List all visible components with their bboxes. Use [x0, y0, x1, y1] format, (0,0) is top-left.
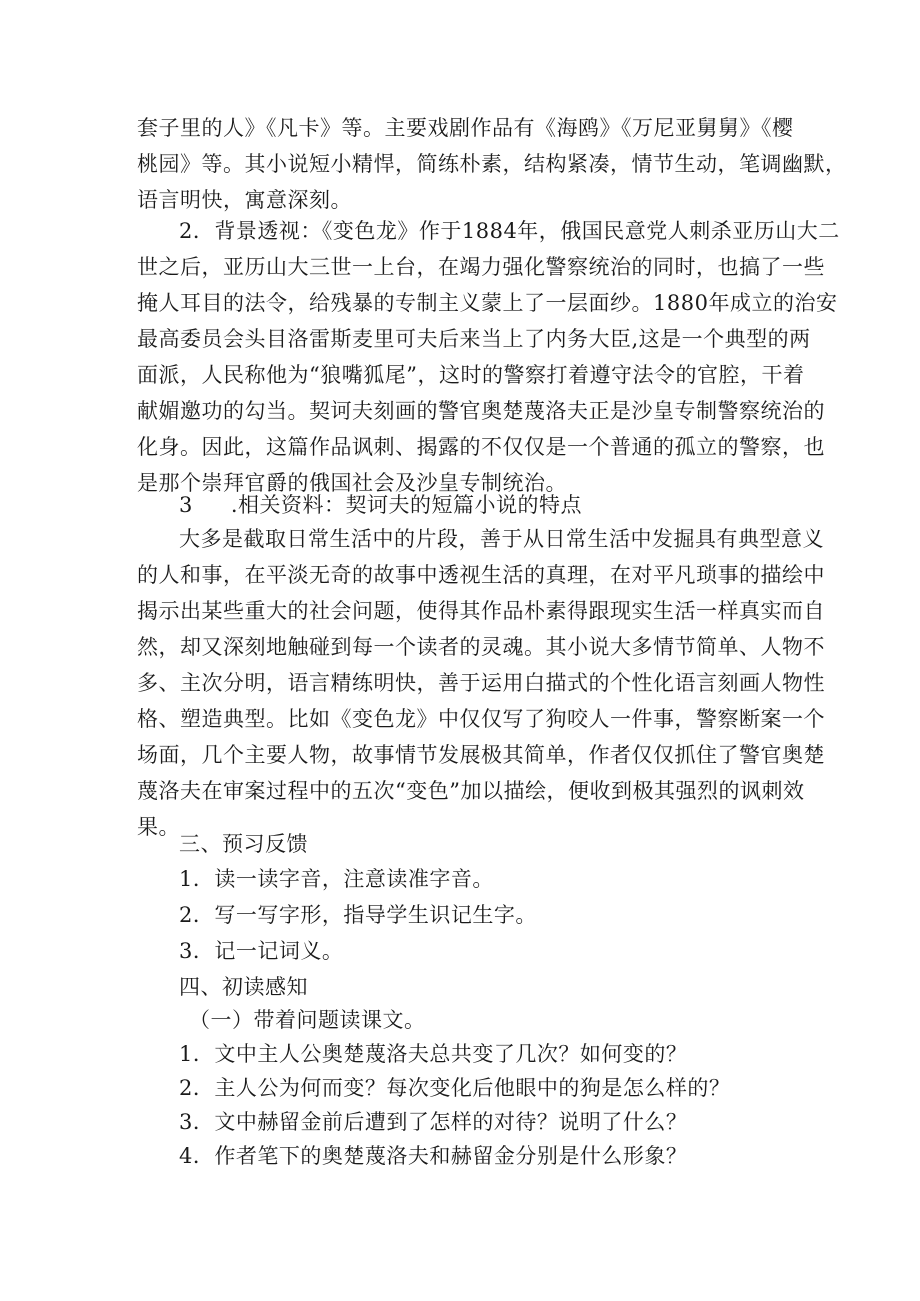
text-line: 桃园》等。其小说短小精悍，简练朴素，结构紧凑，情节生动，笔调幽默， [137, 152, 847, 176]
preview-item: 3．记一记词义。 [179, 939, 344, 963]
related-text: .相关资料：契诃夫的短篇小说的特点 [230, 493, 583, 517]
text-line: 套子里的人》《凡卡》等。主要戏剧作品有《海鸥》《万尼亚舅舅》《樱 [137, 116, 794, 140]
text-line: 揭示出某些重大的社会问题，使得其作品朴素得跟现实生活一样真实而自 [137, 599, 825, 623]
background-paragraph [137, 213, 840, 501]
question-item: 3．文中赫留金前后遭到了怎样的对待？说明了什么？ [179, 1110, 688, 1134]
features-paragraph [137, 521, 825, 845]
text-line: 化身。因此，这篇作品讽刺、揭露的不仅仅是一个普通的孤立的警察，也 [137, 435, 825, 459]
text-line: 语言明快，寓意深刻。 [137, 188, 352, 212]
text-line: 面派，人民称他为“狼嘴狐尾”，这时的警察打着遵守法令的官腔，干着 [137, 363, 805, 387]
related-number: 3 [179, 493, 193, 517]
text-line: 是那个崇拜官爵的俄国社会及沙皇专制统治。 [137, 471, 567, 495]
text-line: 场面，几个主要人物，故事情节发展极其简单，作者仅仅抓住了警官奥楚 [137, 743, 825, 767]
question-item: 1．文中主人公奥楚蔑洛夫总共变了几次？如何变的？ [179, 1042, 688, 1066]
text-line: 多、主次分明，语言精练明快，善于运用白描式的个性化语言刻画人物性 [137, 671, 825, 695]
question-item: 2．主人公为何而变？每次变化后他眼中的狗是怎么样的？ [179, 1076, 731, 1100]
question-item: 4．作者笔下的奥楚蔑洛夫和赫留金分别是什么形象？ [179, 1144, 688, 1168]
text-line: 然，却又深刻地触碰到每一个读者的灵魂。其小说大多情节简单、人物不 [137, 635, 825, 659]
preview-item: 2．写一写字形，指导学生识记生字。 [179, 903, 537, 927]
text-line: 掩人耳目的法令，给残暴的专制主义蒙上了一层面纱。1880年成立的治安 [137, 291, 838, 315]
text-line: 果。 [137, 815, 180, 839]
section-3-title: 三、预习反馈 [179, 832, 308, 856]
text-line: 最高委员会头目洛雷斯麦里可夫后来当上了内务大臣,这是一个典型的两 [137, 327, 811, 351]
preview-item: 1．读一读字音，注意读准字音。 [179, 867, 494, 891]
text-line: 大多是截取日常生活中的片段，善于从日常生活中发掘具有典型意义 [179, 527, 824, 551]
text-line: 献媚邀功的勾当。契诃夫刻画的警官奥楚蔑洛夫正是沙皇专制警察统治的 [137, 399, 825, 423]
text-line: 格、塑造典型。比如《变色龙》中仅仅写了狗咬人一件事，警察断案一个 [137, 707, 825, 731]
sub-section-title: （一）带着问题读课文。 [189, 1008, 426, 1032]
intro-paragraph [137, 110, 847, 218]
text-line: 2．背景透视：《变色龙》作于1884年，俄国民意党人刺杀亚历山大二 [179, 219, 840, 243]
related-heading [137, 487, 783, 523]
text-line: 的人和事，在平淡无奇的故事中透视生活的真理，在对平凡琐事的描绘中 [137, 563, 825, 587]
section-4-title: 四、初读感知 [179, 975, 308, 999]
text-line: 蔑洛夫在审案过程中的五次“变色”加以描绘，便收到极其强烈的讽刺效 [137, 779, 805, 803]
text-line: 世之后，亚历山大三世一上台，在竭力强化警察统治的同时，也搞了一些 [137, 255, 825, 279]
